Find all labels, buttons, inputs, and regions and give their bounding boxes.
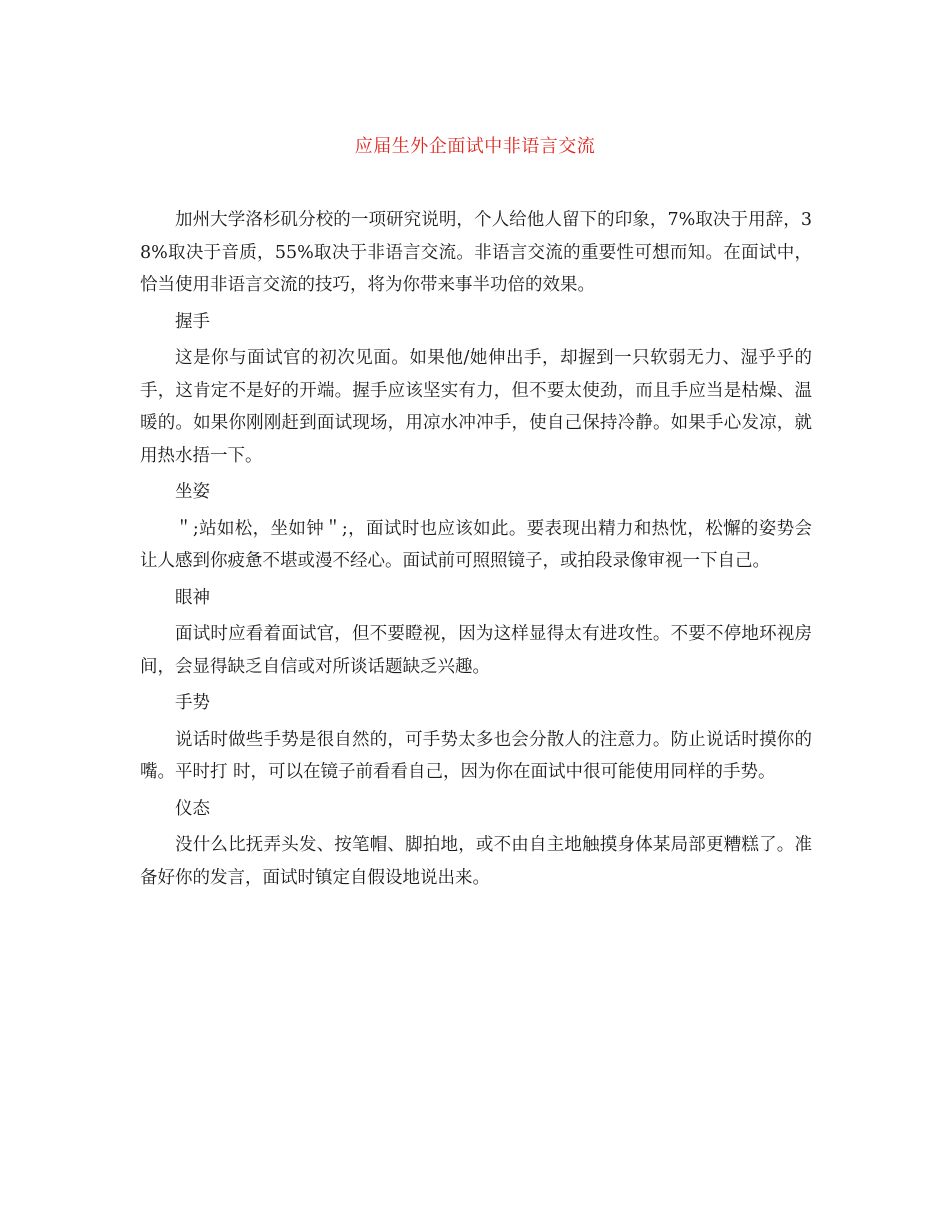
section-heading-eye-contact: 眼神 xyxy=(175,587,210,608)
intro-paragraph: 加州大学洛杉矶分校的一项研究说明，个人给他人留下的印象，7%取决于用辞，38%取决于音质，55%取决于非语言交流。非语言交流的重要性可想而知。在面试中，恰当使用非语言交流的技巧，将为你带来事半功倍的效果。 xyxy=(140,210,812,295)
section-body-handshake: 这是你与面试官的初次见面。如果他/她伸出手，却握到一只软弱无力、湿乎乎的手，这肯定不是好的开端。握手应该坚实有力，但不要太使劲，而且手应当是枯燥、温暖的。如果你刚刚赶到面试现场，用凉水冲冲手，使自己保持冷静。如果手心发凉，就用热水捂一下。 xyxy=(140,348,812,466)
section-body-posture: ＂;站如松，坐如钟＂;，面试时也应该如此。要表现出精力和热忱，松懈的姿势会让人感到你疲惫不堪或漫不经心。面试前可照照镜子，或拍段录像审视一下自己。 xyxy=(140,518,812,571)
section-heading-posture: 坐姿 xyxy=(175,482,210,502)
page-title: 应届生外企面试中非语言交流 xyxy=(354,136,596,157)
section-body-gestures: 说话时做些手势是很自然的，可手势太多也会分散人的注意力。防止说话时摸你的嘴。平时打 时，可以在镜子前看看自己，因为你在面试中很可能使用同样的手势。 xyxy=(140,729,812,782)
document-body xyxy=(140,204,812,894)
section-heading-gestures: 手势 xyxy=(175,693,210,713)
section-body-demeanor: 没什么比抚弄头发、按笔帽、脚拍地，或不由自主地触摸身体某局部更糟糕了。准备好你的发言，面试时镇定自假设地说出来。 xyxy=(140,835,812,888)
section-body-eye-contact: 面试时应看着面试官，但不要瞪视，因为这样显得太有进攻性。不要不停地环视房间，会显得缺乏自信或对所谈话题缺乏兴趣。 xyxy=(140,624,812,677)
section-heading-demeanor: 仪态 xyxy=(175,798,210,819)
section-heading-handshake: 握手 xyxy=(175,311,210,332)
